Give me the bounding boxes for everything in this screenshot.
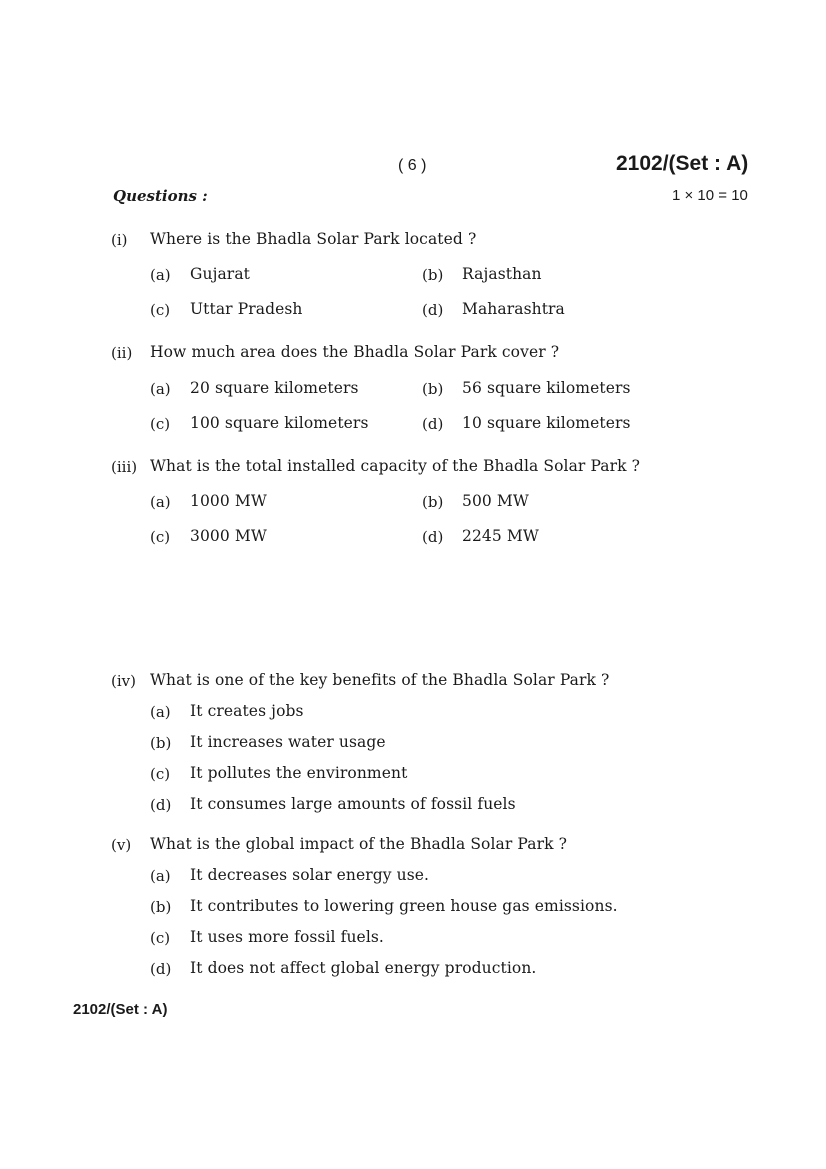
question-text: Where is the Bhadla Solar Park located ? [150, 230, 477, 248]
option-label: (d) [422, 528, 444, 546]
option-text: It does not affect global energy production. [190, 959, 537, 977]
option-label: (b) [422, 493, 444, 511]
option-text: It uses more fossil fuels. [190, 928, 384, 946]
question-text: What is the global impact of the Bhadla Solar Park ? [150, 835, 568, 853]
footer-paper-code: 2102/(Set : A) [73, 1001, 168, 1018]
question-number: (iii) [111, 458, 138, 476]
option-label: (b) [150, 734, 172, 752]
option-text: It decreases solar energy use. [190, 866, 430, 884]
option-text: It increases water usage [190, 733, 386, 751]
option-label: (d) [150, 796, 172, 814]
questions-heading: Questions : [113, 187, 208, 205]
option-text: 2245 MW [462, 527, 539, 545]
page-number: ( 6 ) [398, 157, 427, 174]
option-label: (d) [422, 301, 444, 319]
option-label: (c) [150, 929, 171, 947]
question-number: (iv) [111, 672, 136, 690]
option-label: (a) [150, 703, 171, 721]
option-label: (d) [422, 415, 444, 433]
question-number: (v) [111, 836, 132, 854]
option-label: (a) [150, 493, 171, 511]
option-text: 500 MW [462, 492, 529, 510]
option-text: 10 square kilometers [462, 414, 631, 432]
question-text: How much area does the Bhadla Solar Park cover ? [150, 343, 560, 361]
option-text: It creates jobs [190, 702, 304, 720]
option-text: Uttar Pradesh [190, 300, 303, 318]
option-text: It pollutes the environment [190, 764, 408, 782]
paper-code: 2102/(Set : A) [616, 152, 749, 175]
option-label: (c) [150, 415, 171, 433]
option-text: Rajasthan [462, 265, 542, 283]
option-text: 56 square kilometers [462, 379, 631, 397]
option-text: It consumes large amounts of fossil fuels [190, 795, 516, 813]
option-label: (a) [150, 867, 171, 885]
option-label: (a) [150, 266, 171, 284]
marks-allocation: 1 × 10 = 10 [672, 187, 748, 204]
question-number: (i) [111, 231, 128, 249]
question-text: What is one of the key benefits of the Bhadla Solar Park ? [150, 671, 610, 689]
option-label: (b) [422, 380, 444, 398]
question-number: (ii) [111, 344, 133, 362]
option-label: (c) [150, 528, 171, 546]
option-text: Gujarat [190, 265, 250, 283]
option-label: (b) [422, 266, 444, 284]
option-text: 20 square kilometers [190, 379, 359, 397]
option-text: 1000 MW [190, 492, 267, 510]
option-label: (c) [150, 301, 171, 319]
option-text: It contributes to lowering green house gas emissions. [190, 897, 618, 915]
question-text: What is the total installed capacity of the Bhadla Solar Park ? [150, 457, 641, 475]
option-label: (a) [150, 380, 171, 398]
option-label: (c) [150, 765, 171, 783]
option-label: (b) [150, 898, 172, 916]
option-text: 3000 MW [190, 527, 267, 545]
option-text: Maharashtra [462, 300, 565, 318]
option-label: (d) [150, 960, 172, 978]
option-text: 100 square kilometers [190, 414, 369, 432]
